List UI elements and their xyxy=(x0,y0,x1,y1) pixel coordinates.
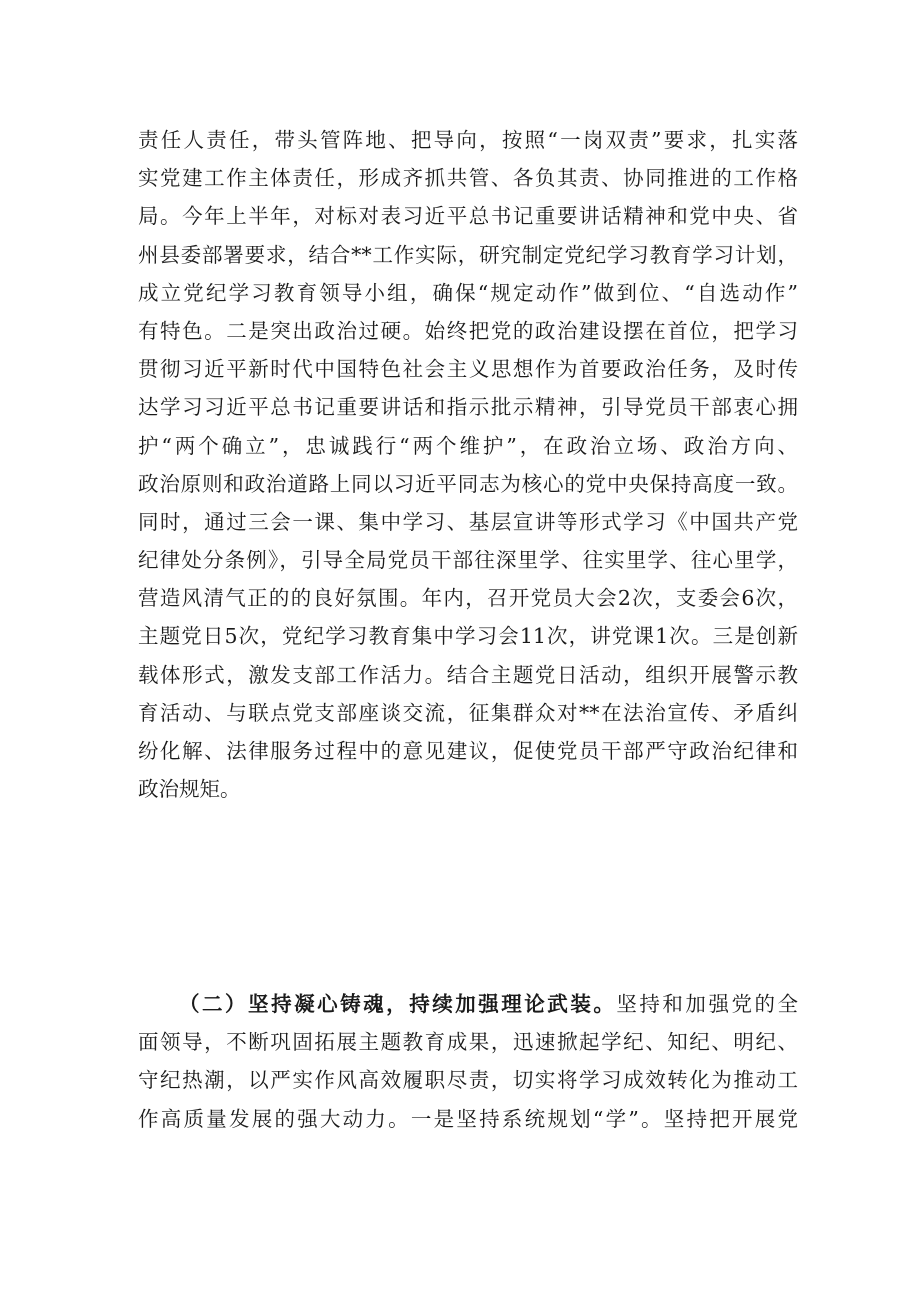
text-line: 贯彻习近平新时代中国特色社会主义思想作为首要政治任务，及时传 xyxy=(138,357,798,382)
text-line: 纷化解、法律服务过程中的意见建议，促使党员干部严守政治纪律和 xyxy=(138,739,798,763)
text-line: 守纪热潮，以严实作风高效履职尽责，切实将学习成效转化为推动工 xyxy=(138,1068,798,1093)
text-line-first xyxy=(138,985,798,1023)
paragraph-1 xyxy=(138,121,798,808)
text-line: 纪律处分条例》，引导全局党员干部往深里学、往实里学、往心里学， xyxy=(138,548,798,573)
text-line: 责任人责任，带头管阵地、把导向，按照“一岗双责”要求，扎实落 xyxy=(138,128,798,152)
text-line: 成立党纪学习教育领导小组，确保“规定动作”做到位、“自选动作” xyxy=(138,280,798,305)
text-line: 同时，通过三会一课、集中学习、基层宣讲等形式学习《中国共产党 xyxy=(138,509,798,534)
heading-line-rest: 坚持和加强党的全 xyxy=(616,992,799,1016)
text-line: 政治原则和政治道路上同以习近平同志为核心的党中央保持高度一致。 xyxy=(138,471,798,496)
text-line: 主题党日5次，党纪学习教育集中学习会11次，讲党课1次。三是创新 xyxy=(138,624,798,649)
text-line: 局。今年上半年，对标对表习近平总书记重要讲话精神和党中央、省 xyxy=(138,204,798,229)
text-line: 育活动、与联点党支部座谈交流，征集群众对**在法治宣传、矛盾纠 xyxy=(138,700,798,725)
text-line: 营造风清气正的的良好氛围。年内，召开党员大会2次，支委会6次， xyxy=(138,586,798,611)
text-line: 政治规矩。 xyxy=(138,777,241,802)
text-line: 州县委部署要求，结合**工作实际，研究制定党纪学习教育学习计划， xyxy=(138,242,798,267)
text-line: 实党建工作主体责任，形成齐抓共管、各负其责、协同推进的工作格 xyxy=(138,166,798,191)
text-line: 面领导，不断巩固拓展主题教育成果，迅速掀起学纪、知纪、明纪、 xyxy=(138,1030,798,1055)
text-line: 作高质量发展的强大动力。一是坚持系统规划“学”。坚持把开展党 xyxy=(138,1106,798,1131)
text-line: 载体形式，激发支部工作活力。结合主题党日活动，组织开展警示教 xyxy=(138,662,798,687)
paragraph-2 xyxy=(138,985,798,1138)
text-line: 护“两个确立”，忠诚践行“两个维护”，在政治立场、政治方向、 xyxy=(138,433,798,458)
text-line: 有特色。二是突出政治过硬。始终把党的政治建设摆在首位，把学习 xyxy=(138,318,798,343)
section-heading: （二）坚持凝心铸魂，持续加强理论武装。 xyxy=(179,992,617,1016)
text-line: 达学习习近平总书记重要讲话和指示批示精神，引导党员干部衷心拥 xyxy=(138,395,798,420)
